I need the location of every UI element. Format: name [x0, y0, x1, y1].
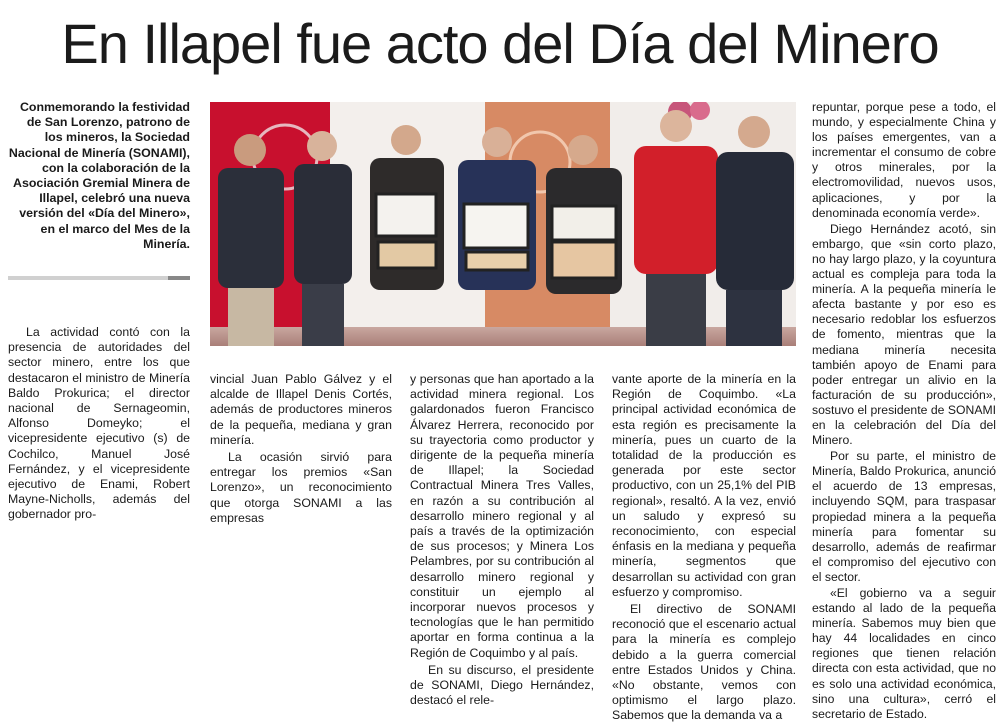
article-column-4: [612, 372, 796, 724]
paragraph: y personas que han aportado a la actividad minera regional. Los galardonados fueron Francisco Álvarez Herrera, reconocido por su trayectoria como productor y dirigente de la pequeña minería de Illapel; la Sociedad Contractual Minera Tres Valles, en razón a su contribución al desarrollo minero regional y al país a través de la optimización de sus procesos; y Minera Los Pelambres, por su contribución al desarrollo minero regional y constituir un ejemplo al incorporar nuevos procesos y tecnologías que le han permitido aportar en forma continua a la Región de Coquimbo y al país.: [410, 372, 594, 660]
article-column-2: [210, 372, 392, 526]
paragraph: La ocasión sirvió para entregar los premios «San Lorenzo», un reconocimiento que otorga SONAMI a las empresas: [210, 450, 392, 525]
paragraph: En su discurso, el presidente de SONAMI, Diego Hernández, destacó el rele-: [410, 662, 594, 708]
group-photo: [210, 102, 796, 346]
paragraph: repuntar, porque pese a todo, el mundo, y especialmente China y los países emergentes, van a incrementar el consumo de cobre y otros minerales, por la electromovilidad, nuevos usos, aplicaciones, y por la denominada economía verde».: [812, 100, 996, 220]
article-column-5: [812, 100, 996, 722]
paragraph: Por su parte, el ministro de Minería, Baldo Prokurica, anunció el acuerdo de 13 empresas, incluyendo SQM, para traspasar propiedad minera a la pequeña minería para fomentar su desarrollo, además de reafirmar el compromiso del ejecutivo con el sector.: [812, 449, 996, 584]
headline: En Illapel fue acto del Día del Minero: [61, 12, 939, 75]
paragraph: «El gobierno va a seguir estando al lado de la pequeña minería. Sabemos muy bien que hay 44 localidades en cinco regiones que tienen relación directa con esta actividad, que no es solo una actividad económica, sino una cultura», cerró el secretario de Estado.: [812, 586, 996, 721]
paragraph: El directivo de SONAMI reconoció que el escenario actual para la minería es complejo debido a la guerra comercial entre Estados Unidos y China. «No obstante, vemos con optimismo el largo plazo. Sabemos que la demanda va a: [612, 602, 796, 723]
paragraph: Diego Hernández acotó, sin embargo, que «sin corto plazo, no hay largo plazo, y la coyuntura actual es compleja para toda la minería. A la pequeña minería le afecta bastante y por eso es necesario redoblar los esfuerzos de fomento, mientras que la mediana minería necesita también apoyo de Enami para poder entregar un alivio en la facturación de su producción», sostuvo el presidente de SONAMI en la celebración del Día del Minero.: [812, 221, 996, 448]
lead-paragraph: Conmemorando la festividad de San Lorenzo, patrono de los mineros, la Sociedad Nacional de Minería (SONAMI), con la colaboración de la Asociación Gremial Minera de Illapel, celebró una nueva versión del «Día del Minero», en el marco del Mes de la Minería.: [8, 100, 190, 251]
group-photo-award-ceremony-icon: [210, 102, 796, 346]
paragraph: La actividad contó con la presencia de autoridades del sector minero, entre los que destacaron el ministro de Minería Baldo Prokurica; el director nacional de Sernageomin, Alfonso Domeyko; el vicepresidente ejecutivo (s) de Cochilco, Manuel José Fernández, y el vicepresidente ejecutivo de Enami, Robert Mayne-Nicholls, además del gobernador pro-: [8, 325, 190, 522]
lead-divider: [8, 276, 190, 280]
article-column-3: [410, 372, 594, 708]
paragraph: vincial Juan Pablo Gálvez y el alcalde de Illapel Denis Cortés, además de productores mineros de la pequeña, mediana y gran minería.: [210, 372, 392, 447]
article-column-1: [8, 325, 190, 523]
paragraph: vante aporte de la minería en la Región de Coquimbo. «La principal actividad económica de esta región es precisamente la minería, pues un cuarto de la totalidad de la producción es generada por este sector productivo, con un 25,1% del PIB regional», resaltó. A la vez, envió un saludo y expresó su reconocimiento, con especial énfasis en la mediana y pequeña minería, segmentos que desarrollan su actividad con gran esfuerzo y compromiso.: [612, 372, 796, 599]
